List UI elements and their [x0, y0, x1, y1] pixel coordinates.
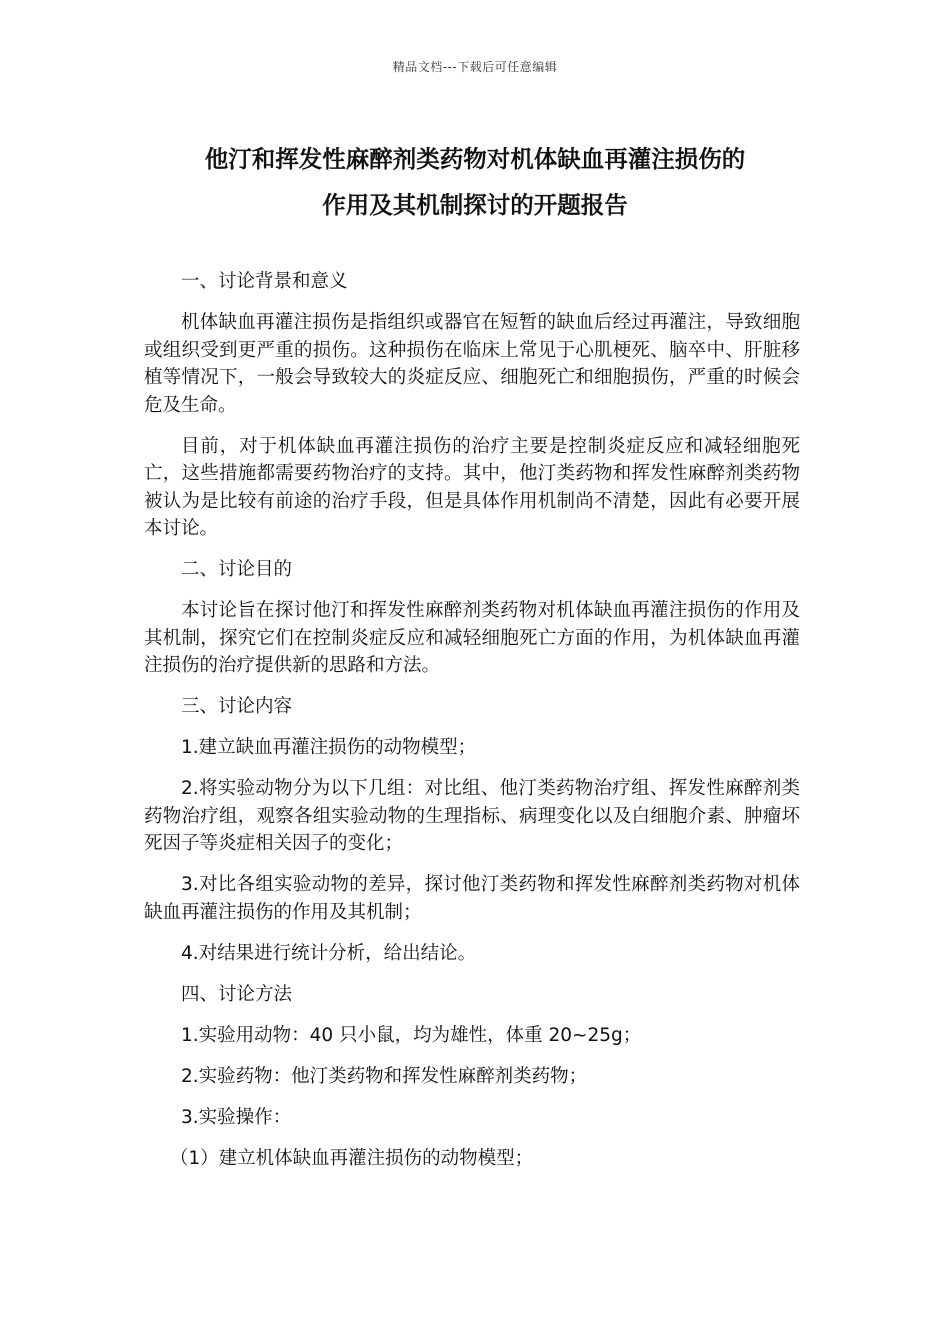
list-item: 2.实验药物：他汀类药物和挥发性麻醉剂类药物； — [181, 1065, 588, 1087]
title-line-2: 作用及其机制探讨的开题报告 — [322, 191, 628, 219]
document-body — [144, 268, 800, 1186]
title-line-1: 他汀和挥发性麻醉剂类药物对机体缺血再灌注损伤的 — [204, 145, 746, 173]
document-title — [130, 136, 820, 228]
paragraph: 目前，对于机体缺血再灌注损伤的治疗主要是控制炎症反应和减轻细胞死亡，这些措施都需要药物治疗的支持。其中，他汀类药物和挥发性麻醉剂类药物被认为是比较有前途的治疗手段，但是具体作用机制尚不清楚，因此有必要开展本讨论。 — [144, 435, 800, 539]
list-item: 1.实验用动物：40 只小鼠，均为雄性，体重 20~25g； — [181, 1024, 642, 1046]
paragraph: 本讨论旨在探讨他汀和挥发性麻醉剂类药物对机体缺血再灌注损伤的作用及其机制，探究它们在控制炎症反应和减轻细胞死亡方面的作用，为机体缺血再灌注损伤的治疗提供新的思路和方法。 — [144, 600, 800, 676]
list-item: 1.建立缺血再灌注损伤的动物模型； — [181, 737, 477, 758]
list-item: 4.对结果进行统计分析，给出结论。 — [181, 942, 477, 964]
section-heading-purpose: 二、讨论目的 — [181, 559, 293, 580]
list-item: 3.对比各组实验动物的差异，探讨他汀类药物和挥发性麻醉剂类药物对机体缺血再灌注损伤的作用及其机制； — [144, 874, 800, 923]
section-heading-content: 三、讨论内容 — [181, 696, 293, 717]
paragraph: 机体缺血再灌注损伤是指组织或器官在短暂的缺血后经过再灌注，导致细胞或组织受到更严重的损伤。这种损伤在临床上常见于心肌梗死、脑卒中、肝脏移植等情况下，一般会导致较大的炎症反应、细胞死亡和细胞损伤，严重的时候会危及生命。 — [144, 312, 800, 416]
sub-list-item: （1）建立机体缺血再灌注损伤的动物模型； — [169, 1147, 534, 1169]
list-item: 3.实验操作： — [181, 1106, 292, 1128]
page-header: 精品文档---下载后可任意编辑 — [392, 60, 558, 74]
section-heading-background: 一、讨论背景和意义 — [181, 271, 348, 292]
list-item: 2.将实验动物分为以下几组：对比组、他汀类药物治疗组、挥发性麻醉剂类药物治疗组，观察各组实验动物的生理指标、病理变化以及白细胞介素、肿瘤坏死因子等炎症相关因子的变化； — [144, 778, 800, 854]
section-heading-method: 四、讨论方法 — [181, 983, 293, 1005]
